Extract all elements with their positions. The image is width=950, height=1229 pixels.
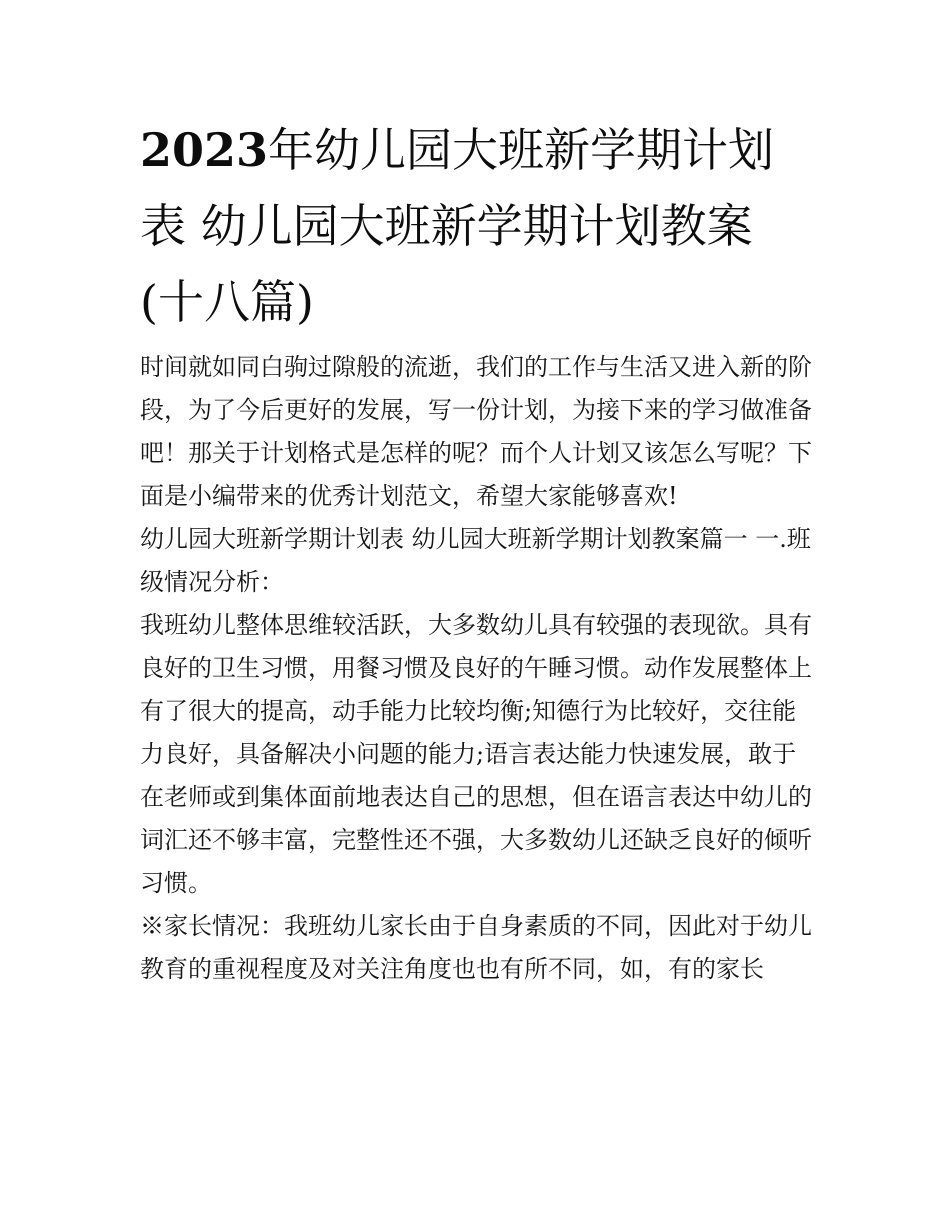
title-year: 2023 — [140, 123, 269, 177]
intro-paragraph: 时间就如同白驹过隙般的流逝，我们的工作与生活又进入新的阶段，为了今后更好的发展，写一份计划，为接下来的学习做准备吧！那关于计划格式是怎样的呢？而个人计划又该怎么写呢？下面是小编带来的优秀计划范文，希望大家能够喜欢! — [140, 353, 812, 510]
document-content — [140, 112, 812, 991]
document-body — [140, 346, 812, 991]
title-text: 年幼儿园大班新学期计划表 幼儿园大班新学期计划教案(十八篇) — [140, 123, 775, 329]
parents-paragraph: ※家长情况：我班幼儿家长由于自身素质的不同，因此对于幼儿教育的重视程度及对关注角度也也有所不同，如，有的家长 — [140, 912, 812, 983]
section-heading-paragraph: 幼儿园大班新学期计划表 幼儿园大班新学期计划教案篇一 一.班级情况分析： — [140, 525, 811, 596]
class-analysis-paragraph: 我班幼儿整体思维较活跃，大多数幼儿具有较强的表现欲。具有良好的卫生习惯，用餐习惯及良好的午睡习惯。动作发展整体上有了很大的提高，动手能力比较均衡;知德行为比较好，交往能力良好，具备解决小问题的能力;语言表达能力快速发展，敢于在老师或到集体面前地表达自己的思想，但在语言表达中幼儿的词汇还不够丰富，完整性还不强，大多数幼儿还缺乏良好的倾听习惯。 — [140, 611, 812, 897]
document-title — [140, 112, 812, 340]
